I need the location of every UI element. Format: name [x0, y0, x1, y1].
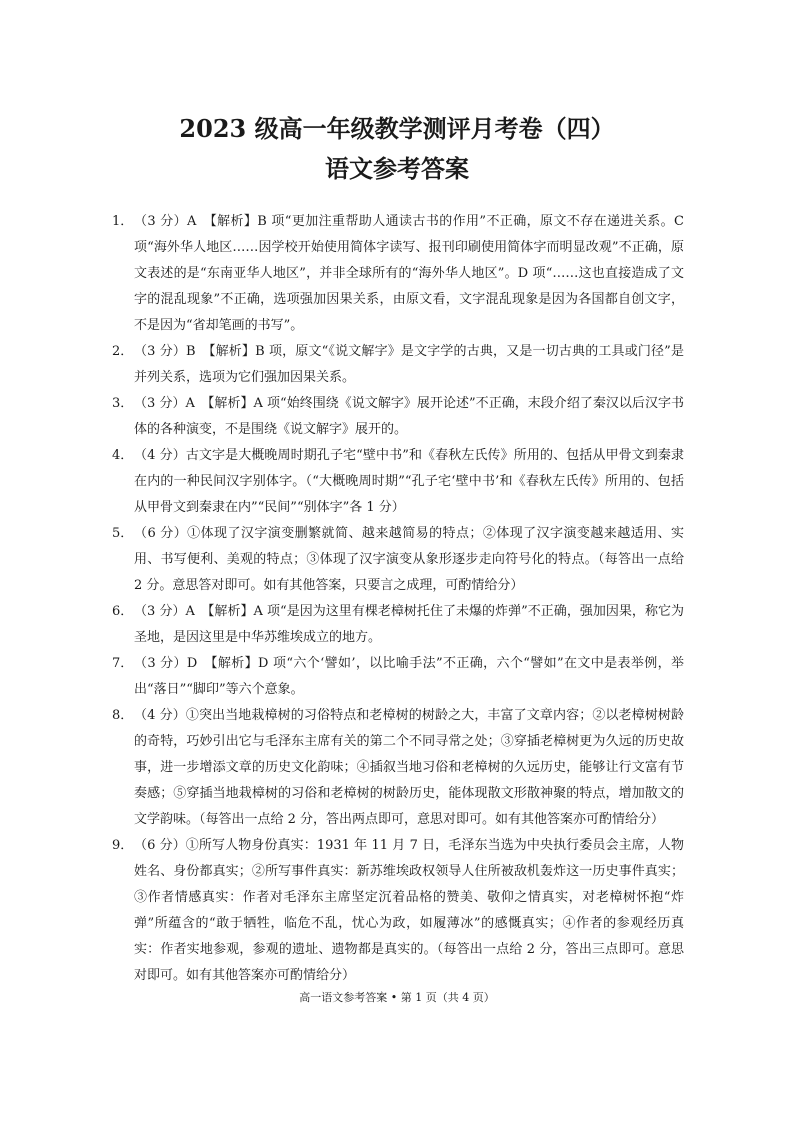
answer-item-9: [112, 833, 684, 989]
answer-list: [112, 209, 684, 989]
answer-text: （3 分）B 【解析】B 项，原文“《说文解字》是文字学的古典，又是一切古典的工具或门径”是并列关系，选项为它们强加因果关系。: [134, 344, 684, 385]
answer-item-5: [112, 521, 684, 599]
answer-number: 1．: [112, 214, 134, 229]
answer-number: 8．: [112, 708, 134, 723]
exam-subtitle: 语文参考答案: [325, 154, 469, 183]
answer-text: （4 分）①突出当地栽樟树的习俗特点和老樟树的树龄之大，丰富了文章内容；②以老樟树树龄的奇特，巧妙引出它与毛泽东主席有关的第二个不同寻常之处；③穿插老樟树更为久远的历史故事，进一步增添文章的历史文化韵味；④插叙当地习俗和老樟树的久远历史，能够让行文富有节奏感；⑤穿插当地栽樟树的习俗和老樟树的树龄历史，能体现散文形散神聚的特点，增加散文的文学韵味。（每答出一点给 2 分，答出两点即可，意思对即可。如有其他答案亦可酌情给分）: [134, 708, 684, 827]
answer-number: 6．: [112, 604, 134, 619]
answer-text: （3 分）A 【解析】A 项“始终围绕《说文解字》展开论述”不正确，末段介绍了秦汉以后汉字书体的各种演变，不是围绕《说文解字》展开的。: [134, 396, 684, 437]
answer-text: （3 分）D 【解析】D 项“六个‘譬如’，以比喻手法”不正确，六个“譬如”在文中是表举例，举出“落日”“脚印”等六个意象。: [134, 656, 684, 697]
answer-item-3: [112, 391, 684, 443]
answer-number: 4．: [112, 448, 134, 463]
answer-text: （3 分）A 【解析】A 项“是因为这里有棵老樟树托住了未爆的炸弹”不正确，强加因果，称它为圣地，是因这里是中华苏维埃成立的地方。: [134, 604, 684, 645]
answer-item-6: [112, 599, 684, 651]
exam-title: 2023 级高一年级教学测评月考卷（四）: [179, 114, 615, 143]
answer-item-1: [112, 209, 684, 339]
answer-text: （3 分）A 【解析】B 项“更加注重帮助人通读古书的作用”不正确，原文不存在递进关系。C 项“海外华人地区……因学校开始使用简体字读写、报刊印刷使用简体字而明显改观”不正确，原文表述的是“东南亚华人地区”，并非全球所有的“海外华人地区”。D 项“……这也直接造成了文字的混乱现象”不正确，选项强加因果关系，由原文看，文字混乱现象是因为各国都自创文字，不是因为“省却笔画的书写”。: [134, 214, 684, 333]
answer-number: 2．: [112, 344, 134, 359]
answer-number: 3．: [112, 396, 134, 411]
page-footer: 高一语文参考答案 • 第 1 页（共 4 页）: [299, 991, 495, 1004]
answer-number: 5．: [112, 526, 134, 541]
answer-item-7: [112, 651, 684, 703]
answer-number: 7．: [112, 656, 134, 671]
answer-text: （6 分）①体现了汉字演变删繁就简、越来越简易的特点；②体现了汉字演变越来越适用、实用、书写便利、美观的特点；③体现了汉字演变从象形逐步走向符号化的特点。（每答出一点给 2 分。意思答对即可。如有其他答案，只要言之成理，可酌情给分）: [134, 526, 684, 593]
answer-text: （4 分）古文字是大概晚周时期孔子宅“壁中书”和《春秋左氏传》所用的、包括从甲骨文到秦隶在内的一种民间汉字别体字。（“大概晚周时期”“孔子宅‘壁中书’和《春秋左氏传》所用的、包括从甲骨文到秦隶在内”“民间”“别体字”各 1 分）: [134, 448, 684, 515]
answer-text: （6 分）①所写人物身份真实：1931 年 11 月 7 日，毛泽东当选为中央执行委员会主席，人物姓名、身份都真实；②所写事件真实：新苏维埃政权领导人住所被敌机轰炸这一历史事件真实；③作者情感真实：作者对毛泽东主席坚定沉着品格的赞美、敬仰之情真实，对老樟树怀抱“炸弹”所蕴含的“敢于牺牲，临危不乱，忧心为政，如履薄冰”的感慨真实；④作者的参观经历真实：作者实地参观，参观的遗址、遗物都是真实的。（每答出一点给 2 分，答出三点即可。意思对即可。如有其他答案亦可酌情给分）: [134, 838, 684, 983]
answer-number: 9．: [112, 838, 134, 853]
answer-item-4: [112, 443, 684, 521]
answer-item-8: [112, 703, 684, 833]
answer-item-2: [112, 339, 684, 391]
